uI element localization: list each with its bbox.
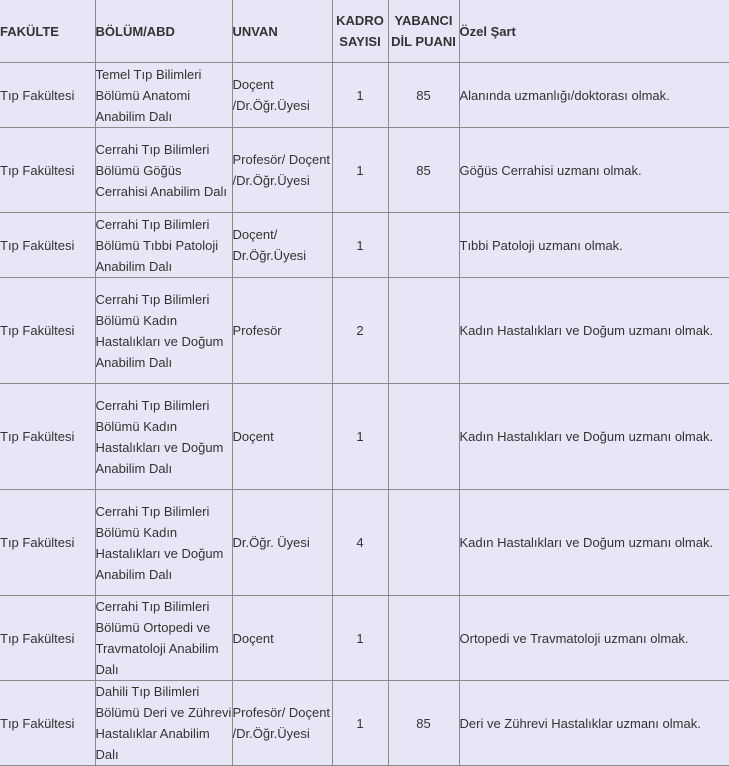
cell-dil: 85: [388, 63, 459, 128]
cell-dil: [388, 213, 459, 278]
cell-kadro: 1: [332, 128, 388, 213]
cell-dil: [388, 490, 459, 596]
cell-fakulte: Tıp Fakültesi: [0, 384, 95, 490]
cell-bolum: Cerrahi Tıp Bilimleri Bölümü Tıbbi Patoloji Anabilim Dalı: [95, 213, 232, 278]
cell-unvan: Doçent: [232, 384, 332, 490]
cell-sart: Kadın Hastalıkları ve Doğum uzmanı olmak.: [459, 490, 729, 596]
cell-sart: Ortopedi ve Travmatoloji uzmanı olmak.: [459, 596, 729, 681]
cell-sart: Tıbbi Patoloji uzmanı olmak.: [459, 213, 729, 278]
cell-unvan: Profesör: [232, 278, 332, 384]
cell-kadro: 1: [332, 213, 388, 278]
cell-kadro: 1: [332, 596, 388, 681]
table-row: [0, 128, 729, 213]
cell-unvan: Doçent/ Dr.Öğr.Üyesi: [232, 213, 332, 278]
table-row: [0, 490, 729, 596]
cell-kadro: 2: [332, 278, 388, 384]
cell-kadro: 1: [332, 384, 388, 490]
header-kadro: KADRO SAYISI: [332, 0, 388, 63]
cell-unvan: Profesör/ Doçent /Dr.Öğr.Üyesi: [232, 128, 332, 213]
cell-bolum: Cerrahi Tıp Bilimleri Bölümü Kadın Hastalıkları ve Doğum Anabilim Dalı: [95, 490, 232, 596]
cell-dil: [388, 278, 459, 384]
table-row: [0, 278, 729, 384]
cell-kadro: 4: [332, 490, 388, 596]
cell-fakulte: Tıp Fakültesi: [0, 596, 95, 681]
table-row: [0, 596, 729, 681]
cell-fakulte: Tıp Fakültesi: [0, 681, 95, 766]
cell-bolum: Temel Tıp Bilimleri Bölümü Anatomi Anabilim Dalı: [95, 63, 232, 128]
cell-bolum: Cerrahi Tıp Bilimleri Bölümü Ortopedi ve Travmatoloji Anabilim Dalı: [95, 596, 232, 681]
cell-bolum: Cerrahi Tıp Bilimleri Bölümü Kadın Hastalıkları ve Doğum Anabilim Dalı: [95, 384, 232, 490]
cell-kadro: 1: [332, 681, 388, 766]
cell-unvan: Doçent /Dr.Öğr.Üyesi: [232, 63, 332, 128]
cell-bolum: Dahili Tıp Bilimleri Bölümü Deri ve Zührevi Hastalıklar Anabilim Dalı: [95, 681, 232, 766]
cell-kadro: 1: [332, 63, 388, 128]
cell-dil: 85: [388, 681, 459, 766]
cell-fakulte: Tıp Fakültesi: [0, 213, 95, 278]
table-row: [0, 63, 729, 128]
header-bolum: BÖLÜM/ABD: [95, 0, 232, 63]
cell-fakulte: Tıp Fakültesi: [0, 278, 95, 384]
table-row: [0, 384, 729, 490]
header-unvan: UNVAN: [232, 0, 332, 63]
cell-sart: Kadın Hastalıkları ve Doğum uzmanı olmak.: [459, 278, 729, 384]
table-row: [0, 681, 729, 766]
cell-fakulte: Tıp Fakültesi: [0, 63, 95, 128]
header-dil: YABANCI DİL PUANI: [388, 0, 459, 63]
cell-unvan: Dr.Öğr. Üyesi: [232, 490, 332, 596]
cell-sart: Kadın Hastalıkları ve Doğum uzmanı olmak.: [459, 384, 729, 490]
cell-sart: Göğüs Cerrahisi uzmanı olmak.: [459, 128, 729, 213]
cell-sart: Alanında uzmanlığı/doktorası olmak.: [459, 63, 729, 128]
header-row: [0, 0, 729, 63]
cell-dil: [388, 596, 459, 681]
cell-bolum: Cerrahi Tıp Bilimleri Bölümü Göğüs Cerrahisi Anabilim Dalı: [95, 128, 232, 213]
cell-dil: 85: [388, 128, 459, 213]
cell-unvan: Doçent: [232, 596, 332, 681]
cell-unvan: Profesör/ Doçent /Dr.Öğr.Üyesi: [232, 681, 332, 766]
header-sart: Özel Şart: [459, 0, 729, 63]
cell-dil: [388, 384, 459, 490]
table-row: [0, 213, 729, 278]
header-fakulte: FAKÜLTE: [0, 0, 95, 63]
cell-fakulte: Tıp Fakültesi: [0, 490, 95, 596]
cell-sart: Deri ve Zührevi Hastalıklar uzmanı olmak.: [459, 681, 729, 766]
cell-fakulte: Tıp Fakültesi: [0, 128, 95, 213]
cell-bolum: Cerrahi Tıp Bilimleri Bölümü Kadın Hastalıkları ve Doğum Anabilim Dalı: [95, 278, 232, 384]
